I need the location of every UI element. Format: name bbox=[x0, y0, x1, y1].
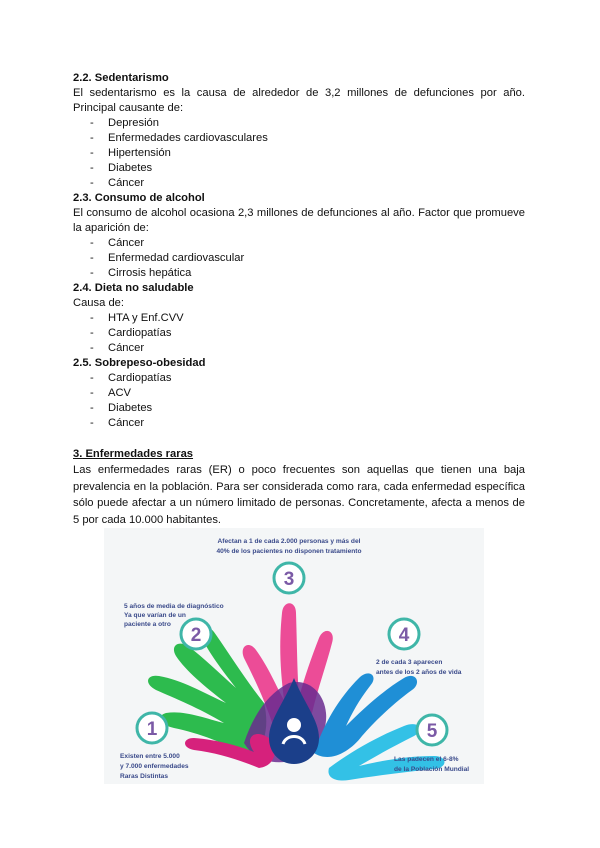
number-badge-1 bbox=[137, 713, 167, 743]
section-text: Causa de: bbox=[73, 297, 124, 309]
list-item: - Cirrosis hepática bbox=[73, 266, 525, 281]
label-3-line-1: Afectan a 1 de cada 2.000 personas y más del bbox=[217, 538, 361, 545]
number-5: 5 bbox=[426, 721, 438, 742]
label-2-line-1: 5 años de media de diagnóstico bbox=[124, 603, 224, 610]
list-item: - Cardiopatías bbox=[73, 326, 525, 341]
label-group-3 bbox=[216, 538, 361, 555]
label-4-line-2: antes de los 2 años de vida bbox=[376, 669, 462, 676]
label-1-line-1: Existen entre 5.000 bbox=[120, 753, 180, 760]
label-4-line-1: 2 de cada 3 aparecen bbox=[376, 659, 443, 666]
list-item: - ACV bbox=[73, 386, 525, 401]
hands-illustration bbox=[104, 528, 484, 784]
label-group-1 bbox=[120, 753, 189, 780]
section-heading bbox=[73, 447, 525, 462]
number-badge-3 bbox=[274, 563, 304, 593]
document-body bbox=[73, 71, 525, 528]
section-enfermedades-raras bbox=[73, 447, 525, 528]
number-2: 2 bbox=[190, 625, 202, 646]
list-item: - Enfermedades cardiovasculares bbox=[73, 131, 525, 146]
section-heading: 2.2. Sedentarismo bbox=[73, 72, 169, 84]
number-badge-4 bbox=[389, 619, 419, 649]
number-4: 4 bbox=[398, 625, 410, 646]
section-heading: 2.4. Dieta no saludable bbox=[73, 282, 194, 294]
list-item: - Enfermedad cardiovascular bbox=[73, 251, 525, 266]
list-item: - Hipertensión bbox=[73, 146, 525, 161]
label-2-line-3: paciente a otro bbox=[124, 621, 171, 628]
list-item: - Cáncer bbox=[73, 236, 525, 251]
section-heading-text: 3. Enfermedades raras bbox=[73, 448, 194, 460]
list-item: - Cáncer bbox=[73, 176, 525, 191]
list-item: - Cáncer bbox=[73, 416, 525, 431]
label-group-4 bbox=[376, 659, 462, 676]
bullet-list bbox=[73, 236, 525, 281]
list-item: - Diabetes bbox=[73, 161, 525, 176]
list-item: - Cardiopatías bbox=[73, 371, 525, 386]
list-item: - HTA y Enf.CVV bbox=[73, 311, 525, 326]
number-3: 3 bbox=[283, 569, 295, 590]
number-1: 1 bbox=[146, 719, 158, 740]
list-item: - Diabetes bbox=[73, 401, 525, 416]
section-sedentarismo bbox=[73, 71, 525, 191]
label-5-line-2: de la Población Mundial bbox=[394, 766, 470, 773]
bullet-list bbox=[73, 371, 525, 431]
section-text: El consumo de alcohol ocasiona 2,3 millones de defunciones al año. Factor que promueve la aparición de: bbox=[73, 207, 525, 234]
label-1-line-3: Raras Distintas bbox=[120, 773, 169, 780]
section-alcohol bbox=[73, 191, 525, 281]
label-3-line-2: 40% de los pacientes no disponen tratamiento bbox=[216, 548, 362, 555]
section-dieta bbox=[73, 281, 525, 356]
bullet-list bbox=[73, 311, 525, 356]
number-badge-2 bbox=[181, 619, 211, 649]
list-item: - Cáncer bbox=[73, 341, 525, 356]
person-head-shape bbox=[287, 718, 301, 732]
list-item: - Depresión bbox=[73, 116, 525, 131]
label-5-line-1: Las padecen el 6-8% bbox=[394, 756, 459, 763]
section-heading: 2.5. Sobrepeso-obesidad bbox=[73, 357, 206, 369]
number-badge-5 bbox=[417, 715, 447, 745]
section-sobrepeso bbox=[73, 356, 525, 431]
section-text: Las enfermedades raras (ER) o poco frecuentes son aquellas que tienen una baja prevalencia en la población. Para ser considerada como rara, cada enfermedad específica sólo puede afectar a un número limitado de personas. Concretamente, afecta a menos de 5 por cada 10.000 habitantes. bbox=[73, 464, 525, 526]
section-text: El sedentarismo es la causa de alrededor de 3,2 millones de defunciones por año. Principal causante de: bbox=[73, 87, 525, 114]
label-1-line-2: y 7.000 enfermedades bbox=[120, 763, 189, 770]
bullet-list bbox=[73, 116, 525, 191]
label-2-line-2: Ya que varían de un bbox=[124, 612, 186, 619]
rare-diseases-infographic bbox=[104, 528, 484, 784]
section-heading: 2.3. Consumo de alcohol bbox=[73, 192, 205, 204]
